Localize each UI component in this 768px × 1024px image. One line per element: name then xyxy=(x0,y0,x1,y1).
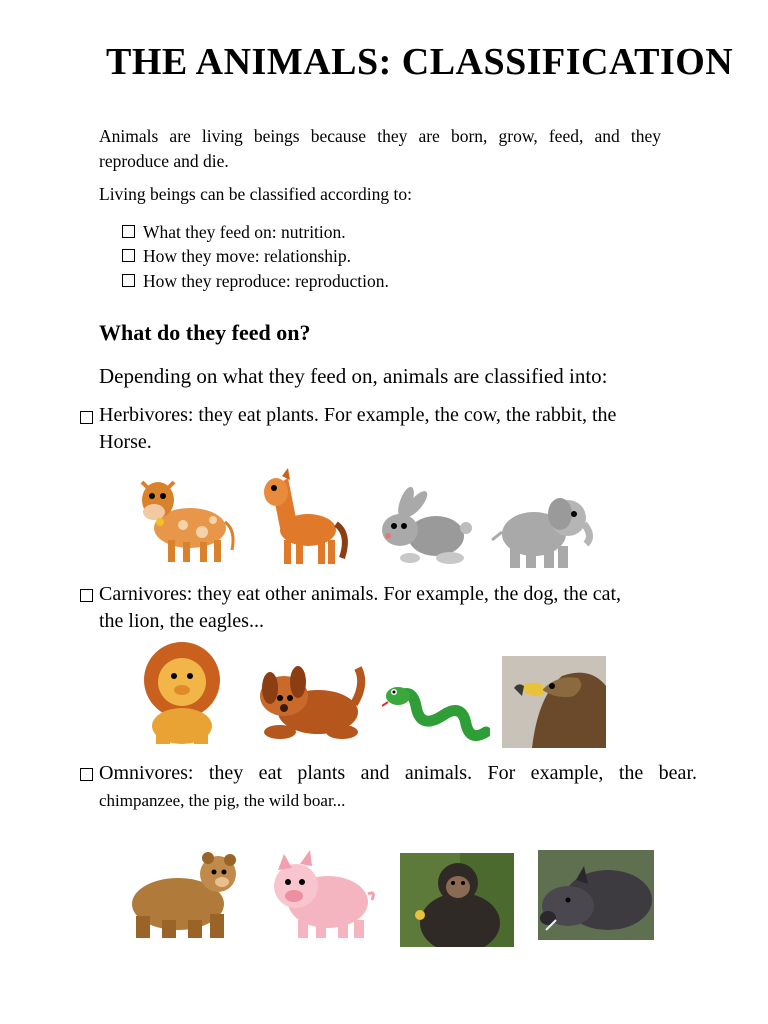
herbivores-text xyxy=(99,402,697,456)
checkbox-glyph-icon xyxy=(80,768,93,781)
criterion-item xyxy=(122,222,346,243)
criterion-text: What they feed on: nutrition. xyxy=(143,222,346,242)
eagle-image xyxy=(502,656,606,748)
horse-image xyxy=(258,468,348,568)
cow-image xyxy=(128,470,240,568)
section-heading: What do they feed on? xyxy=(99,320,311,345)
checkbox-glyph-icon xyxy=(122,225,135,238)
carnivores-line-1: Carnivores: they eat other animals. For example, the dog, the cat, xyxy=(99,583,622,605)
pig-image xyxy=(264,850,376,942)
herbivores-line-2: Horse. xyxy=(99,431,152,453)
rabbit-image xyxy=(370,486,474,570)
omnivores-line-1: Omnivores: they eat plants and animals. For example, the bear. xyxy=(99,762,697,784)
elephant-image xyxy=(490,488,598,572)
checkbox-glyph-icon xyxy=(122,249,135,262)
intro-paragraph: Animals are living beings because they are born, grow, feed, and they reproduce and die. xyxy=(99,126,661,171)
checkbox-glyph-icon xyxy=(122,274,135,287)
dog-image xyxy=(250,654,368,744)
classification-lead: Depending on what they feed on, animals are classified into: xyxy=(99,364,608,388)
criterion-text: How they move: relationship. xyxy=(143,246,352,266)
checkbox-glyph-icon xyxy=(80,589,93,602)
checkbox-glyph-icon xyxy=(80,411,93,424)
criterion-text: How they reproduce: reproduction. xyxy=(143,271,389,291)
wild-boar-image xyxy=(538,850,654,940)
herbivores-line-1: Herbivores: they eat plants. For example, the cow, the rabbit, the xyxy=(99,404,617,426)
lion-image xyxy=(138,640,226,746)
bear-image xyxy=(122,844,240,942)
page-title: THE ANIMALS: CLASSIFICATION xyxy=(106,41,734,83)
classification-intro: Living beings can be classified according to: xyxy=(99,184,412,204)
carnivores-line-2: the lion, the eagles... xyxy=(99,610,264,632)
carnivores-text xyxy=(99,581,697,635)
chimpanzee-image xyxy=(400,853,514,947)
snake-image xyxy=(382,680,490,746)
criterion-item xyxy=(122,246,351,267)
criterion-item xyxy=(122,271,389,292)
omnivores-text xyxy=(99,760,697,814)
omnivores-line-2: chimpanzee, the pig, the wild boar... xyxy=(99,791,346,810)
